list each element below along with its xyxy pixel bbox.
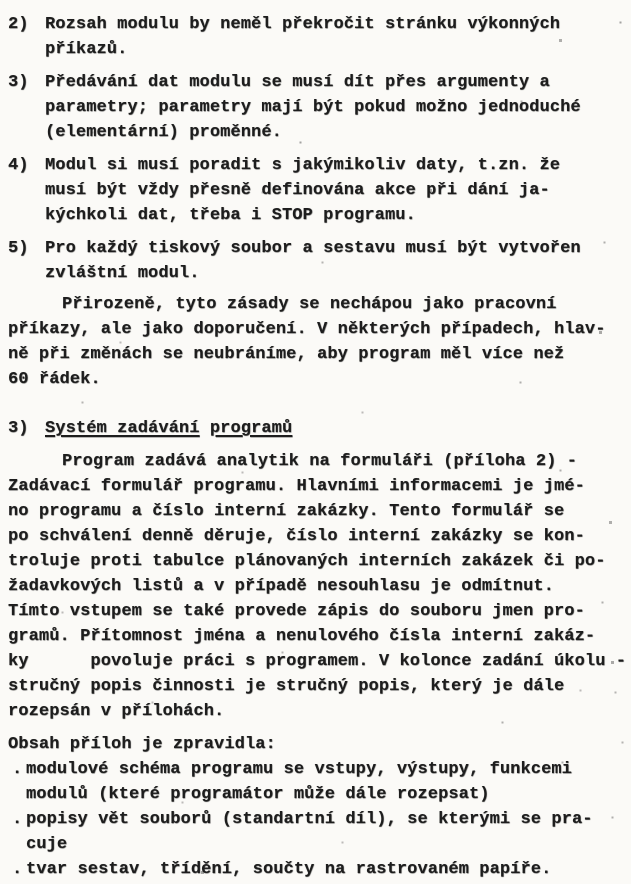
text-line: 4) Modul si musí poradit s jakýmikoliv daty, t.zn. že	[8, 153, 631, 178]
bullet-item	[8, 757, 631, 807]
item-number: 4)	[8, 156, 29, 175]
text-line: parametry; parametry mají být pokud možno jednoduché	[45, 98, 581, 117]
item-number: 2)	[8, 15, 29, 34]
text-line: Obsah příloh je zpravidla:	[8, 735, 276, 754]
text-line: 2) Rozsah modulu by neměl překročit stránku výkonných	[8, 12, 631, 37]
numbered-item	[8, 236, 631, 286]
text-line: troluje proti tabulce plánovaných interních zakázek či po-	[8, 552, 606, 571]
scan-noise	[0, 0, 1, 1]
document-content	[8, 12, 631, 882]
text-line: příkazů.	[45, 40, 128, 59]
item-number: 3)	[8, 73, 29, 92]
paragraph	[8, 449, 631, 724]
text-line: po schválení denně děruje, číslo interní zakázky se kon-	[8, 527, 585, 546]
text-line: Přirozeně, tyto zásady se nechápou jako pracovní	[62, 295, 557, 314]
text-line: ně při změnách se neubráníme, aby program měl více než	[8, 345, 565, 364]
bullet-marker: .	[12, 860, 23, 879]
text-line: 60 řádek.	[8, 370, 101, 389]
text-line: Tímto vstupem se také provede zápis do souboru jmen pro-	[8, 602, 585, 621]
text-line: modulů (které programátor může dále rozepsat)	[26, 785, 490, 804]
text-line: 3) Předávání dat modulu se musí dít přes argumenty a	[8, 70, 631, 95]
bullet-item	[8, 807, 631, 857]
text-line: . tvar sestav, třídění, součty na rastrovaném papíře.	[8, 857, 631, 882]
bullet-marker: .	[12, 760, 23, 779]
heading-underlined-text: programů	[209, 419, 293, 438]
text-line: (elementární) proměnné.	[45, 123, 282, 142]
section-heading	[8, 416, 631, 441]
text-line: . popisy vět souborů (standartní díl), se kterými se pra-	[8, 807, 631, 832]
text-line: stručný popis činnosti je stručný popis, který je dále	[8, 677, 565, 696]
text-line: rozepsán v přílohách.	[8, 702, 225, 721]
text-line: 5) Pro každý tiskový soubor a sestavu musí být vytvořen	[8, 236, 631, 261]
text-line: Zadávací formulář programu. Hlavními informacemi je jmé-	[8, 477, 585, 496]
text-line: zvláštní modul.	[45, 264, 200, 283]
list-intro	[8, 732, 631, 757]
numbered-item	[8, 12, 631, 62]
text-line: ky povoluje práci s programem. V kolonce zadání úkolu -	[8, 652, 627, 671]
text-line: cuje	[26, 835, 68, 854]
text-line: kýchkoli dat, třeba i STOP programu.	[45, 206, 416, 225]
heading-line	[8, 416, 631, 441]
text-line: gramů. Přítomnost jména a nenulového čísla interní zakáz-	[8, 627, 596, 646]
item-number: 3)	[8, 419, 29, 438]
numbered-item	[8, 70, 631, 145]
text-line: no programu a číslo interní zakázky. Tento formulář se	[8, 502, 565, 521]
item-number: 5)	[8, 239, 29, 258]
text-line: žadavkových listů a v případě nesouhlasu je odmítnut.	[8, 577, 554, 596]
bullet-item	[8, 857, 631, 882]
text-line: musí být vždy přesně definována akce při dání ja-	[45, 181, 550, 200]
text-line: příkazy, ale jako doporučení. V některých případech, hlav-	[8, 320, 606, 339]
text-line: . modulové schéma programu se vstupy, výstupy, funkcemi	[8, 757, 631, 782]
paragraph	[8, 292, 631, 392]
numbered-item	[8, 153, 631, 228]
heading-underlined-text: Systém zadávání	[45, 419, 200, 438]
bullet-marker: .	[12, 810, 23, 829]
text-line: Program zadává analytik na formuláři (příloha 2) -	[62, 452, 578, 471]
